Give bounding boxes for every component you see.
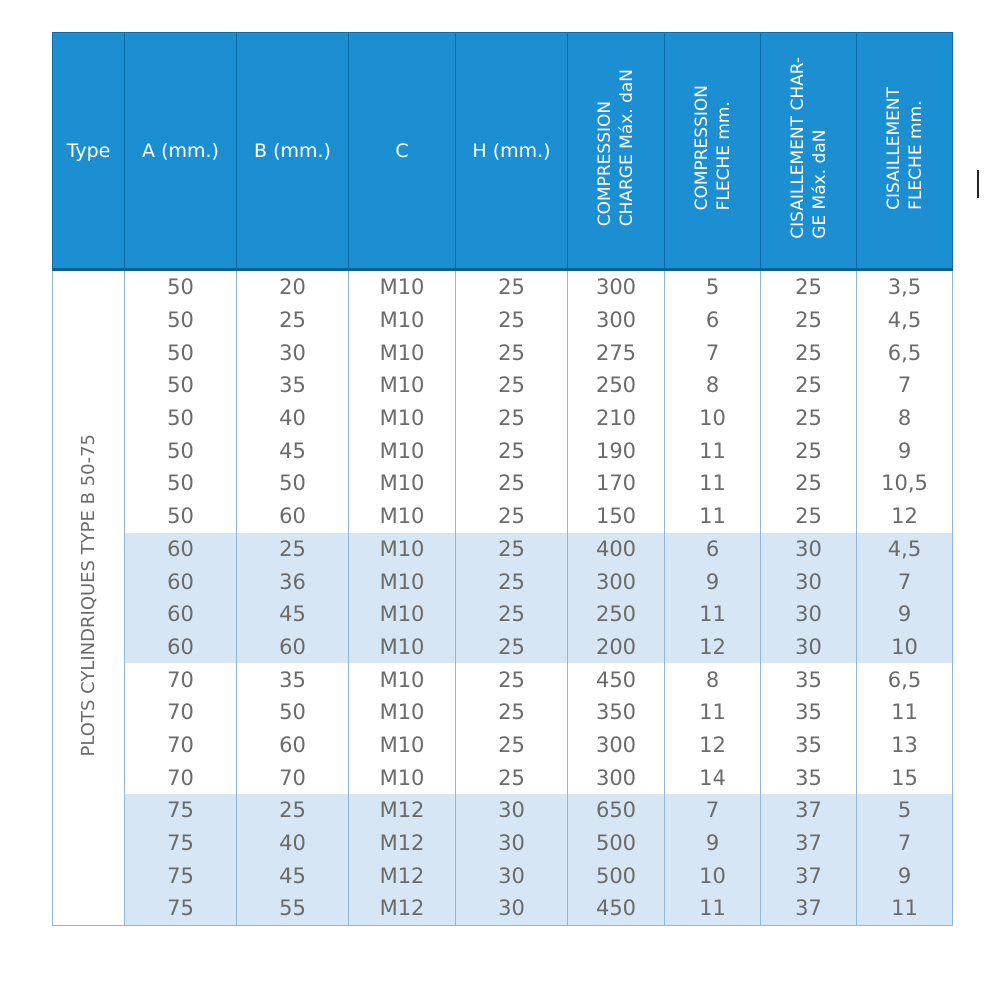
table-cell-compression-charge: 350 <box>568 696 665 729</box>
table-cell-cisaillement-charge: 35 <box>761 729 857 762</box>
table-cell-compression-charge: 250 <box>568 598 665 631</box>
table-cell-b-mm: 25 <box>237 304 349 337</box>
table-cell-c: M10 <box>349 270 456 304</box>
column-header-compression-charge <box>568 33 665 270</box>
table-cell-c: M12 <box>349 827 456 860</box>
text-cursor <box>977 170 979 198</box>
table-cell-h-mm: 25 <box>456 631 568 664</box>
table-cell-compression-charge: 450 <box>568 892 665 925</box>
table-cell-cisaillement-charge: 37 <box>761 794 857 827</box>
column-header-type <box>53 33 125 270</box>
table-cell-compression-fleche: 7 <box>665 794 761 827</box>
table-cell-b-mm: 20 <box>237 270 349 304</box>
table-cell-cisaillement-fleche: 9 <box>857 859 953 892</box>
table-cell-b-mm: 30 <box>237 336 349 369</box>
table-row <box>53 434 953 467</box>
table-cell-c: M10 <box>349 304 456 337</box>
table-cell-b-mm: 35 <box>237 663 349 696</box>
table-cell-cisaillement-fleche: 7 <box>857 565 953 598</box>
table-cell-compression-fleche: 6 <box>665 533 761 566</box>
table-cell-cisaillement-fleche: 11 <box>857 892 953 925</box>
table-cell-cisaillement-charge: 30 <box>761 565 857 598</box>
table-cell-cisaillement-charge: 25 <box>761 434 857 467</box>
table-cell-h-mm: 25 <box>456 565 568 598</box>
table-cell-c: M10 <box>349 336 456 369</box>
table-cell-b-mm: 36 <box>237 565 349 598</box>
table-cell-h-mm: 25 <box>456 467 568 500</box>
column-header-label: Type <box>66 139 111 162</box>
column-header-cisaillement-charge <box>761 33 857 270</box>
table-cell-cisaillement-fleche: 11 <box>857 696 953 729</box>
table-cell-h-mm: 30 <box>456 892 568 925</box>
table-cell-cisaillement-charge: 35 <box>761 761 857 794</box>
table-cell-h-mm: 30 <box>456 859 568 892</box>
table-cell-compression-fleche: 8 <box>665 663 761 696</box>
table-cell-h-mm: 25 <box>456 533 568 566</box>
table-row <box>53 565 953 598</box>
table-cell-c: M10 <box>349 729 456 762</box>
table-cell-cisaillement-charge: 25 <box>761 467 857 500</box>
table-cell-b-mm: 60 <box>237 500 349 533</box>
column-header-compression-fleche <box>665 33 761 270</box>
table-cell-cisaillement-charge: 25 <box>761 270 857 304</box>
table-cell-a-mm: 50 <box>125 434 237 467</box>
table-cell-c: M10 <box>349 761 456 794</box>
table-cell-h-mm: 25 <box>456 663 568 696</box>
header-row <box>53 33 953 270</box>
table-cell-cisaillement-fleche: 4,5 <box>857 533 953 566</box>
table-cell-cisaillement-charge: 25 <box>761 500 857 533</box>
table-cell-a-mm: 75 <box>125 892 237 925</box>
table-cell-c: M10 <box>349 598 456 631</box>
table-cell-cisaillement-charge: 35 <box>761 663 857 696</box>
table-cell-cisaillement-fleche: 9 <box>857 598 953 631</box>
table-cell-h-mm: 25 <box>456 270 568 304</box>
table-cell-c: M10 <box>349 696 456 729</box>
table-cell-compression-fleche: 14 <box>665 761 761 794</box>
table-cell-compression-charge: 400 <box>568 533 665 566</box>
table-cell-a-mm: 60 <box>125 533 237 566</box>
table-cell-compression-charge: 300 <box>568 565 665 598</box>
table-cell-a-mm: 75 <box>125 827 237 860</box>
table-cell-compression-fleche: 10 <box>665 859 761 892</box>
column-header-label: H (mm.) <box>472 139 551 162</box>
table-cell-a-mm: 60 <box>125 631 237 664</box>
table-cell-c: M10 <box>349 631 456 664</box>
column-header-label: A (mm.) <box>142 139 219 162</box>
table-row <box>53 533 953 566</box>
table-cell-cisaillement-fleche: 6,5 <box>857 663 953 696</box>
table-cell-compression-charge: 210 <box>568 402 665 435</box>
table-cell-compression-fleche: 12 <box>665 729 761 762</box>
column-header-label: COMPRESSION FLECHE mm. <box>691 85 734 211</box>
table-cell-compression-fleche: 11 <box>665 598 761 631</box>
table-cell-b-mm: 35 <box>237 369 349 402</box>
table-cell-a-mm: 50 <box>125 402 237 435</box>
type-category-label: PLOTS CYLINDRIQUES TYPE B 50-75 <box>78 434 99 757</box>
table-cell-a-mm: 70 <box>125 663 237 696</box>
table-cell-compression-charge: 275 <box>568 336 665 369</box>
table-row <box>53 827 953 860</box>
table-cell-compression-charge: 250 <box>568 369 665 402</box>
table-cell-b-mm: 40 <box>237 827 349 860</box>
table-body <box>53 270 953 926</box>
table-cell-compression-charge: 300 <box>568 729 665 762</box>
table-cell-cisaillement-fleche: 9 <box>857 434 953 467</box>
column-header-a-mm <box>125 33 237 270</box>
table-cell-a-mm: 70 <box>125 696 237 729</box>
table-cell-cisaillement-charge: 37 <box>761 859 857 892</box>
table-cell-c: M10 <box>349 565 456 598</box>
table-row <box>53 270 953 304</box>
table-cell-compression-fleche: 11 <box>665 500 761 533</box>
table-cell-cisaillement-charge: 25 <box>761 402 857 435</box>
table-cell-b-mm: 60 <box>237 729 349 762</box>
table-cell-c: M12 <box>349 859 456 892</box>
table-cell-compression-charge: 200 <box>568 631 665 664</box>
table-cell-b-mm: 40 <box>237 402 349 435</box>
table-row <box>53 859 953 892</box>
table-row <box>53 892 953 925</box>
table-cell-b-mm: 50 <box>237 467 349 500</box>
table-cell-h-mm: 25 <box>456 696 568 729</box>
table-cell-h-mm: 25 <box>456 304 568 337</box>
column-header-label: C <box>395 139 409 162</box>
table-row <box>53 631 953 664</box>
column-header-label: CISAILLEMENT FLECHE mm. <box>883 86 926 210</box>
column-header-label: B (mm.) <box>254 139 331 162</box>
table-row <box>53 467 953 500</box>
table-cell-compression-fleche: 9 <box>665 827 761 860</box>
table-cell-compression-fleche: 10 <box>665 402 761 435</box>
table-cell-h-mm: 25 <box>456 729 568 762</box>
column-header-cisaillement-fleche <box>857 33 953 270</box>
table-cell-compression-fleche: 5 <box>665 270 761 304</box>
table-cell-cisaillement-fleche: 12 <box>857 500 953 533</box>
table-cell-b-mm: 25 <box>237 794 349 827</box>
table-cell-a-mm: 75 <box>125 859 237 892</box>
table-cell-c: M10 <box>349 434 456 467</box>
table-cell-cisaillement-fleche: 7 <box>857 827 953 860</box>
table-cell-cisaillement-fleche: 5 <box>857 794 953 827</box>
table-cell-cisaillement-fleche: 7 <box>857 369 953 402</box>
table-row <box>53 761 953 794</box>
table-cell-cisaillement-charge: 37 <box>761 827 857 860</box>
table-cell-a-mm: 75 <box>125 794 237 827</box>
table-cell-b-mm: 45 <box>237 859 349 892</box>
table-cell-compression-charge: 300 <box>568 761 665 794</box>
table-cell-compression-charge: 300 <box>568 304 665 337</box>
table-cell-compression-fleche: 6 <box>665 304 761 337</box>
type-category-cell <box>53 270 125 926</box>
table-row <box>53 794 953 827</box>
column-header-h-mm <box>456 33 568 270</box>
table-cell-compression-fleche: 11 <box>665 434 761 467</box>
table-cell-compression-charge: 500 <box>568 827 665 860</box>
table-cell-compression-charge: 170 <box>568 467 665 500</box>
table-cell-cisaillement-fleche: 4,5 <box>857 304 953 337</box>
table-cell-cisaillement-charge: 30 <box>761 598 857 631</box>
table-cell-c: M10 <box>349 402 456 435</box>
table-cell-compression-fleche: 12 <box>665 631 761 664</box>
table-cell-cisaillement-charge: 25 <box>761 304 857 337</box>
column-header-label: CISAILLEMENT CHAR- GE Máx. daN <box>787 57 830 239</box>
table-row <box>53 402 953 435</box>
table-cell-c: M10 <box>349 533 456 566</box>
table-cell-a-mm: 70 <box>125 761 237 794</box>
table-cell-cisaillement-charge: 30 <box>761 631 857 664</box>
table-cell-b-mm: 45 <box>237 434 349 467</box>
table-cell-compression-charge: 150 <box>568 500 665 533</box>
table-cell-cisaillement-fleche: 13 <box>857 729 953 762</box>
table-cell-cisaillement-fleche: 8 <box>857 402 953 435</box>
table-cell-b-mm: 60 <box>237 631 349 664</box>
table-cell-a-mm: 50 <box>125 467 237 500</box>
table-cell-h-mm: 25 <box>456 369 568 402</box>
table-cell-h-mm: 30 <box>456 794 568 827</box>
table-row <box>53 696 953 729</box>
table-cell-cisaillement-charge: 35 <box>761 696 857 729</box>
table-cell-h-mm: 25 <box>456 402 568 435</box>
table-row <box>53 369 953 402</box>
table-cell-c: M10 <box>349 369 456 402</box>
table-cell-a-mm: 60 <box>125 565 237 598</box>
table-cell-cisaillement-charge: 25 <box>761 336 857 369</box>
table-cell-compression-fleche: 11 <box>665 467 761 500</box>
table-cell-c: M10 <box>349 500 456 533</box>
table-cell-h-mm: 25 <box>456 434 568 467</box>
table-cell-compression-fleche: 7 <box>665 336 761 369</box>
table-cell-b-mm: 70 <box>237 761 349 794</box>
table-row <box>53 663 953 696</box>
table-cell-cisaillement-fleche: 15 <box>857 761 953 794</box>
table-cell-c: M10 <box>349 663 456 696</box>
table-cell-cisaillement-charge: 25 <box>761 369 857 402</box>
table-cell-a-mm: 50 <box>125 500 237 533</box>
table-cell-c: M12 <box>349 892 456 925</box>
table-cell-compression-charge: 190 <box>568 434 665 467</box>
table-cell-cisaillement-fleche: 10,5 <box>857 467 953 500</box>
table-cell-h-mm: 25 <box>456 598 568 631</box>
table-cell-compression-charge: 650 <box>568 794 665 827</box>
table-cell-a-mm: 60 <box>125 598 237 631</box>
table-cell-b-mm: 50 <box>237 696 349 729</box>
table-cell-compression-charge: 450 <box>568 663 665 696</box>
table-cell-h-mm: 25 <box>456 761 568 794</box>
table-cell-b-mm: 25 <box>237 533 349 566</box>
table-cell-cisaillement-charge: 37 <box>761 892 857 925</box>
table-cell-b-mm: 45 <box>237 598 349 631</box>
table-row <box>53 729 953 762</box>
table-cell-h-mm: 30 <box>456 827 568 860</box>
table-cell-a-mm: 50 <box>125 304 237 337</box>
table-cell-compression-charge: 500 <box>568 859 665 892</box>
table-row <box>53 500 953 533</box>
column-header-b-mm <box>237 33 349 270</box>
table-cell-a-mm: 50 <box>125 369 237 402</box>
table-cell-cisaillement-charge: 30 <box>761 533 857 566</box>
table-row <box>53 598 953 631</box>
table-cell-compression-fleche: 8 <box>665 369 761 402</box>
table-cell-cisaillement-fleche: 6,5 <box>857 336 953 369</box>
table-cell-c: M10 <box>349 467 456 500</box>
table-row <box>53 304 953 337</box>
table-cell-b-mm: 55 <box>237 892 349 925</box>
table-cell-a-mm: 50 <box>125 270 237 304</box>
table-cell-h-mm: 25 <box>456 336 568 369</box>
table-cell-c: M12 <box>349 794 456 827</box>
table-cell-cisaillement-fleche: 10 <box>857 631 953 664</box>
table-cell-compression-fleche: 11 <box>665 696 761 729</box>
table-cell-compression-fleche: 11 <box>665 892 761 925</box>
table-cell-cisaillement-fleche: 3,5 <box>857 270 953 304</box>
table-cell-a-mm: 70 <box>125 729 237 762</box>
column-header-c <box>349 33 456 270</box>
table-cell-h-mm: 25 <box>456 500 568 533</box>
table-cell-compression-fleche: 9 <box>665 565 761 598</box>
column-header-label: COMPRESSION CHARGE Máx. daN <box>595 69 637 227</box>
table-cell-a-mm: 50 <box>125 336 237 369</box>
spec-table <box>52 32 953 926</box>
table-row <box>53 336 953 369</box>
table-cell-compression-charge: 300 <box>568 270 665 304</box>
